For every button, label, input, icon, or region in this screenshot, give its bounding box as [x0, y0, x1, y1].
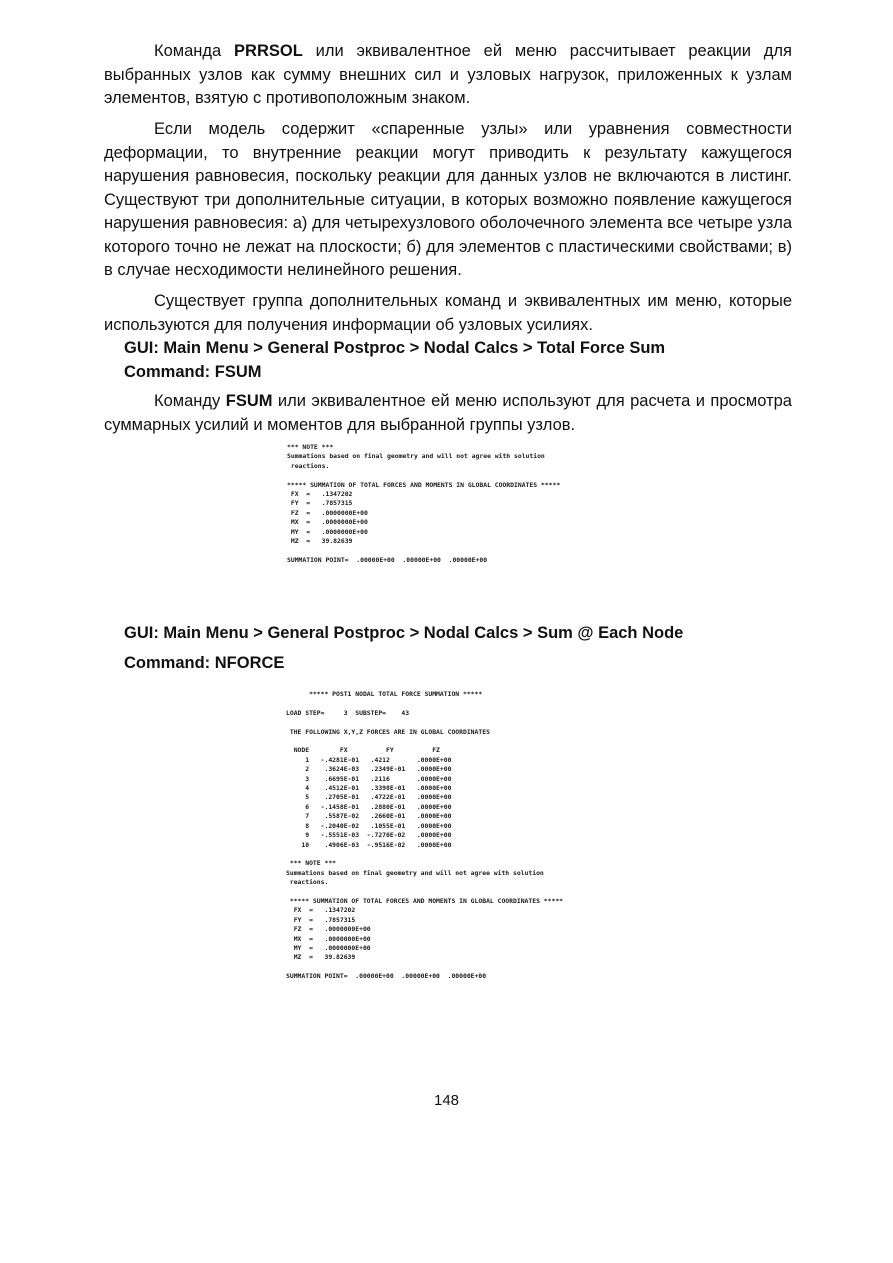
listing-line: MZ = 39.82639 — [290, 537, 353, 546]
listing-line: MX = .0000000E+00 — [290, 518, 368, 527]
listing-line: ***** SUMMATION OF TOTAL FORCES AND MOMENTS IN GLOBAL COORDINATES ***** — [287, 480, 561, 489]
listing-line: 3 .6695E-01 .2116 .0000E+00 — [305, 774, 452, 783]
listing-line: FY = .7857315 — [293, 915, 356, 924]
paragraph-coupled-nodes — [104, 118, 792, 283]
paragraph-prrsol-text: или эквивалентное ей меню рассчитывает реакции для выбранных узлов как сумму внешних сил и узловых нагрузок, приложенных к узлам элементов, взятую с противоположным знаком. — [104, 42, 792, 107]
paragraph-additional-commands — [104, 290, 792, 337]
paragraph-additional-commands-text: Существует группа дополнительных команд и эквивалентных им меню, которые используются для получения информации об узловых усилиях. — [104, 292, 792, 334]
nforce-output-listing — [286, 690, 563, 982]
listing-line: reactions. — [290, 461, 330, 470]
listing-line: MX = .0000000E+00 — [293, 934, 371, 943]
listing-line: 8 -.2040E-02 .1055E-01 .0000E+00 — [305, 821, 452, 830]
listing-line: 4 .4512E-01 .3398E-01 .0000E+00 — [305, 784, 452, 793]
paragraph-fsum — [104, 390, 792, 437]
gui-path-fsum: GUI: Main Menu > General Postproc > Nodal Calcs > Total Force Sum — [124, 339, 666, 357]
listing-line: THE FOLLOWING X,Y,Z FORCES ARE IN GLOBAL COORDINATES — [289, 727, 490, 736]
listing-line: FZ = .0000000E+00 — [293, 925, 371, 934]
page-number: 148 — [433, 1092, 460, 1109]
command-nforce-label: Command: NFORCE — [124, 654, 285, 672]
listing-line: 7 .5587E-02 .2660E-01 .0000E+00 — [305, 812, 452, 821]
listing-line: SUMMATION POINT= .00000E+00 .00000E+00 .00000E+00 — [286, 972, 487, 981]
listing-line: 9 -.5551E-03 -.7270E-02 .0000E+00 — [305, 831, 452, 840]
paragraph-fsum-lead: Команду — [154, 392, 226, 410]
listing-line: Summations based on final geometry and will not agree with solution — [286, 868, 544, 877]
listing-line: 2 .3624E-03 .2349E-01 .0000E+00 — [305, 765, 452, 774]
listing-line: MZ = 39.82639 — [293, 953, 356, 962]
listing-line: ***** SUMMATION OF TOTAL FORCES AND MOMENTS IN GLOBAL COORDINATES ***** — [289, 896, 564, 905]
listing-line: FX = .1347202 — [290, 490, 353, 499]
listing-line: LOAD STEP= 3 SUBSTEP= 43 — [286, 708, 410, 717]
listing-line: 6 -.1458E-01 .2880E-01 .0000E+00 — [305, 802, 452, 811]
paragraph-prrsol-lead: Команда — [154, 42, 235, 60]
listing-line: ***** POST1 NODAL TOTAL FORCE SUMMATION ***** — [309, 690, 483, 698]
listing-line: 5 .2705E-01 .4722E-01 .0000E+00 — [305, 793, 452, 802]
command-fsum: FSUM — [225, 392, 273, 410]
paragraph-coupled-nodes-text: Если модель содержит «спаренные узлы» или уравнения совместности деформации, то внутренние реакции могут приводить к результату кажущегося нарушения равновесия, поскольку реакции для данных узлов не включаются в листинг. Существуют три дополнительные ситуации, в которых возможно появление кажущегося нарушения равновесия: а) для четырехузлового оболочечного элемента все четыре узла которого точно не лежат на плоскости; б) для элементов с пластическими свойствами; в) в случае несходимости нелинейного решения. — [104, 120, 792, 279]
listing-line: 10 .4906E-03 -.9516E-02 .0000E+00 — [301, 840, 452, 849]
listing-line: SUMMATION POINT= .00000E+00 .00000E+00 .00000E+00 — [287, 555, 488, 564]
paragraph-fsum-text: или эквивалентное ей меню используют для расчета и просмотра суммарных усилий и моментов для выбранной группы узлов. — [104, 392, 792, 434]
command-prrsol: PRRSOL — [234, 42, 303, 60]
listing-line: *** NOTE *** — [287, 443, 334, 451]
listing-line: FY = .7857315 — [290, 499, 353, 508]
paragraph-prrsol — [104, 40, 792, 111]
listing-line: MY = .0000000E+00 — [293, 943, 371, 952]
listing-line: MY = .0000000E+00 — [290, 527, 368, 536]
listing-line: *** NOTE *** — [289, 859, 337, 868]
fsum-output-listing — [287, 443, 560, 565]
gui-path-nforce: GUI: Main Menu > General Postproc > Nodal Calcs > Sum @ Each Node — [124, 624, 684, 642]
listing-line: reactions. — [289, 878, 329, 887]
listing-line: 1 -.4281E-01 .4212 .0000E+00 — [305, 755, 452, 764]
listing-line: Summations based on final geometry and will not agree with solution — [287, 452, 545, 461]
listing-line: FX = .1347202 — [293, 906, 356, 915]
listing-line: NODE FX FY FZ — [293, 746, 440, 755]
command-fsum-label: Command: FSUM — [124, 363, 262, 381]
listing-line: FZ = .0000000E+00 — [290, 508, 368, 517]
